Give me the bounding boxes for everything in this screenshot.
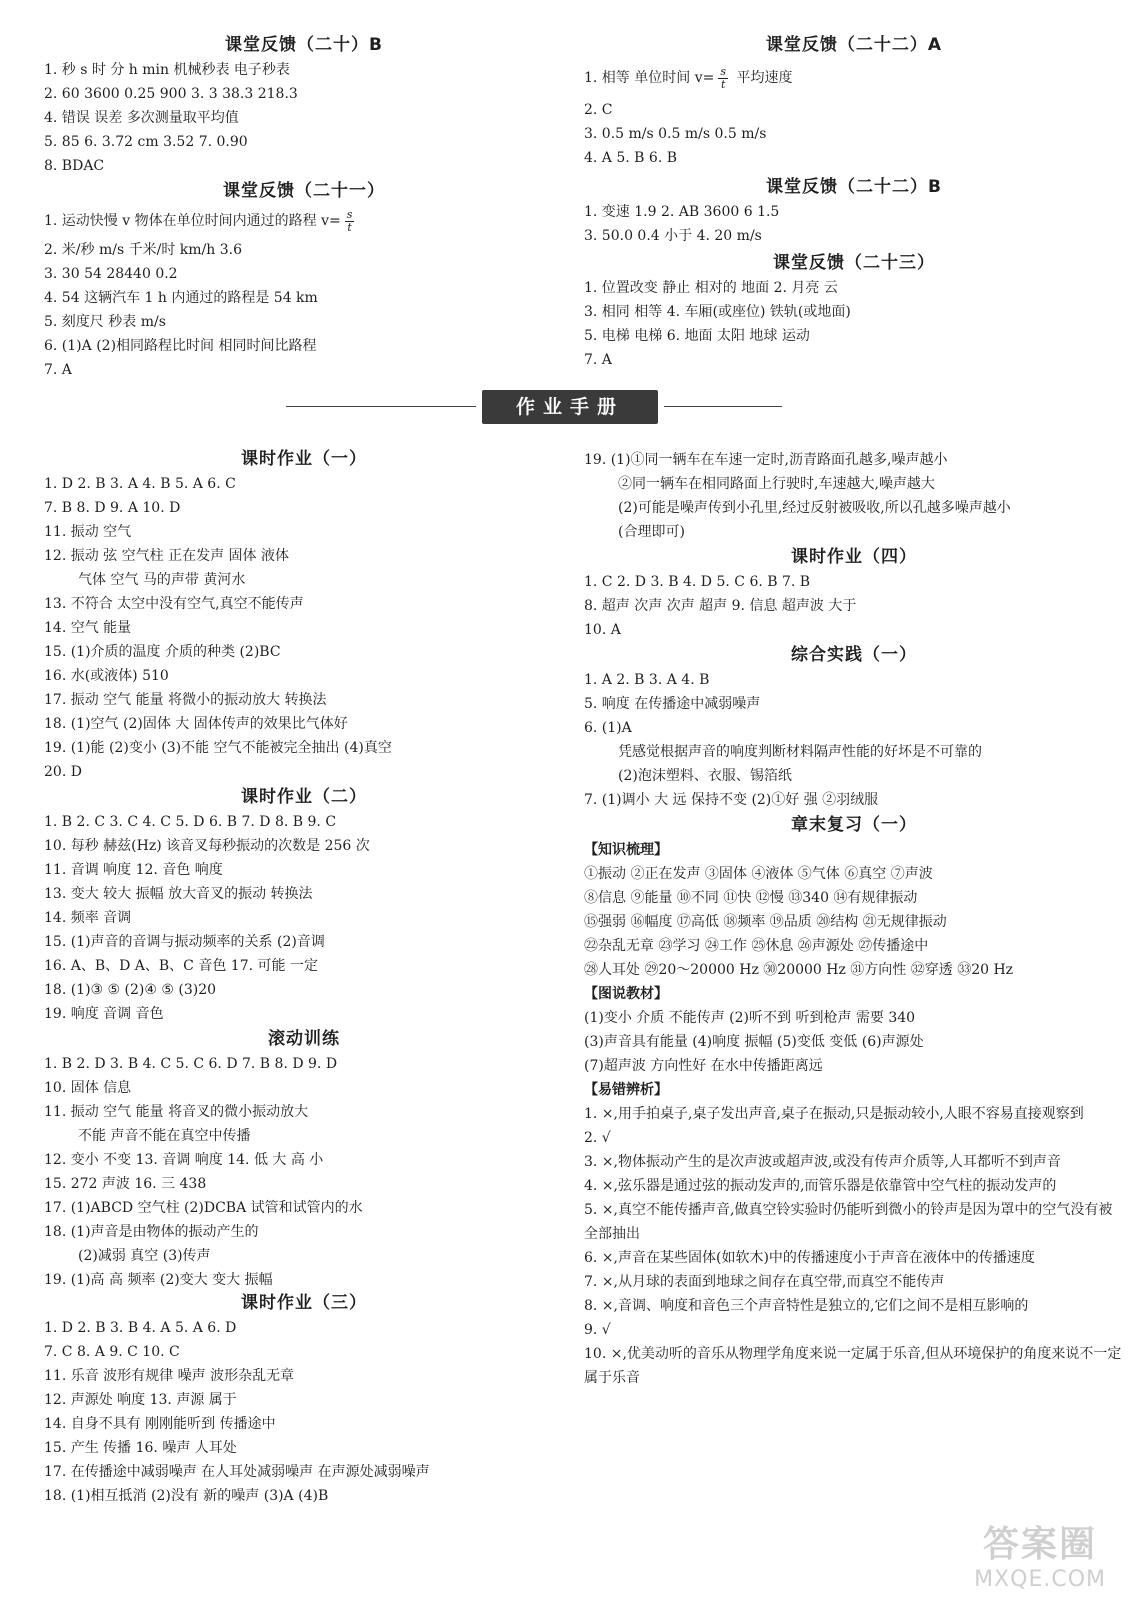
answer-line: 6. (1)A	[584, 720, 632, 736]
section-title: 综合实践（一）	[791, 645, 917, 665]
answer-line: 10. 固体 信息	[44, 1080, 132, 1096]
answer-line: 15. (1)介质的温度 介质的种类 (2)BC	[44, 644, 281, 660]
section-title: 章末复习（一）	[791, 815, 917, 835]
answer-line: 12. 变小 不变 13. 音调 响度 14. 低 大 高 小	[44, 1152, 324, 1168]
section-practice	[584, 642, 1124, 812]
answer-line: (合理即可)	[618, 524, 685, 540]
section-hw2	[44, 784, 564, 1026]
answer-line: 9. √	[584, 1322, 611, 1338]
section-hw3	[44, 1290, 564, 1508]
answer-line: (7)超声波 方向性好 在水中传播距离远	[584, 1058, 823, 1074]
answer-line: 5. ×,真空不能传播声音,做真空铃实验时仍能听到微小的铃声是因为罩中的空气没有被全部抽出	[584, 1202, 1113, 1242]
answer-line: ②同一辆车在相同路面上行驶时,车速越大,噪声越大	[618, 476, 935, 492]
answer-line: 2. √	[584, 1130, 611, 1146]
answer-line: 3. 0.5 m/s 0.5 m/s 0.5 m/s	[584, 126, 767, 142]
section-title: 课时作业（一）	[241, 449, 367, 469]
answer-line: 8. BDAC	[44, 158, 105, 174]
answer-line: 19. (1)①同一辆车在车速一定时,沥青路面孔越多,噪声越小	[584, 452, 948, 468]
answer-line: 20. D	[44, 764, 82, 780]
answer-line: 1. B 2. C 3. C 4. C 5. D 6. B 7. D 8. B 9. C	[44, 814, 337, 830]
answer-line: 不能 声音不能在真空中传播	[78, 1128, 251, 1144]
section-s20b	[44, 32, 564, 178]
answer-line: 7. C 8. A 9. C 10. C	[44, 1344, 180, 1360]
answer-line: ①振动 ②正在发声 ③固体 ④液体 ⑤气体 ⑥真空 ⑦声波	[584, 866, 933, 882]
answer-line: 17. 在传播途中减弱噪声 在人耳处减弱噪声 在声源处减弱噪声	[44, 1464, 430, 1480]
answer-line: ㉘人耳处 ㉙20～20000 Hz ㉚20000 Hz ㉛方向性 ㉜穿透 ㉝20 Hz	[584, 962, 1014, 978]
answer-line: 5. 刻度尺 秒表 m/s	[44, 314, 166, 330]
answer-line: 3. 50.0 0.4 小于 4. 20 m/s	[584, 228, 762, 244]
answer-line: 15. 272 声波 16. 三 438	[44, 1176, 207, 1192]
answer-line: 凭感觉根据声音的响度判断材料隔声性能的好坏是不可靠的	[618, 744, 982, 760]
watermark-url: MXQE.COM	[974, 1567, 1106, 1592]
answer-line: 18. (1)③ ⑤ (2)④ ⑤ (3)20	[44, 982, 217, 998]
answer-line: 17. (1)ABCD 空气柱 (2)DCBA 试管和试管内的水	[44, 1200, 363, 1216]
answer-line: 16. A、B、D A、B、C 音色 17. 可能 一定	[44, 958, 318, 974]
answer-line: 14. 空气 能量	[44, 620, 132, 636]
answer-line: 7. ×,从月球的表面到地球之间存在真空带,而真空不能传声	[584, 1274, 945, 1290]
answer-line: 14. 频率 音调	[44, 910, 132, 926]
answer-line: 1. D 2. B 3. A 4. B 5. A 6. C	[44, 476, 236, 492]
answer-line: 19. 响度 音调 音色	[44, 1006, 164, 1022]
answer-line: 11. 振动 空气 能量 将音叉的微小振动放大	[44, 1104, 309, 1120]
answer-line: 17. 振动 空气 能量 将微小的振动放大 转换法	[44, 692, 327, 708]
answer-line: 4. 54 这辆汽车 1 h 内通过的路程是 54 km	[44, 290, 318, 306]
answer-line: 1. 位置改变 静止 相对的 地面 2. 月亮 云	[584, 280, 838, 296]
answer-line: (1)变小 介质 不能传声 (2)听不到 听到枪声 需要 340	[584, 1010, 916, 1026]
section-title: 课时作业（二）	[241, 787, 367, 807]
answer-line: 1. 变速 1.9 2. AB 3600 6 1.5	[584, 204, 780, 220]
fraction-denominator: t	[347, 220, 352, 234]
answer-line: 3. ×,物体振动产生的是次声波或超声波,或没有传声介质等,人耳都听不到声音	[584, 1154, 1061, 1170]
answer-line: 3. 相同 相等 4. 车厢(或座位) 铁轨(或地面)	[584, 304, 851, 320]
fraction-numerator: s	[720, 64, 727, 78]
answer-line: 5. 85 6. 3.72 cm 3.52 7. 0.90	[44, 134, 248, 150]
answer-line: 1. C 2. D 3. B 4. D 5. C 6. B 7. B	[584, 574, 811, 590]
section-roll	[44, 1026, 564, 1292]
section-title: 课堂反馈（二十）B	[225, 35, 383, 55]
answer-line: 1. A 2. B 3. A 4. B	[584, 672, 710, 688]
answer-line: 2. C	[584, 102, 613, 118]
watermark-text: 答案圈	[983, 1524, 1098, 1565]
answer-line: 5. 响度 在传播途中减弱噪声	[584, 696, 761, 712]
answer-line: ⑧信息 ⑨能量 ⑩不同 ⑪快 ⑫慢 ⑬340 ⑭有规律振动	[584, 890, 918, 906]
answer-line: 10. A	[584, 622, 621, 638]
section-s21	[44, 178, 564, 382]
fraction-numerator: s	[346, 207, 353, 221]
subsection-tag: 【易错辨析】	[584, 1082, 668, 1098]
answer-line: 7. (1)调小 大 远 保持不变 (2)①好 强 ②羽绒服	[584, 792, 879, 808]
answer-line: 1. B 2. D 3. B 4. C 5. C 6. D 7. B 8. D 9. D	[44, 1056, 338, 1072]
answer-line: 气体 空气 马的声带 黄河水	[78, 572, 246, 588]
answer-line: 4. 错误 误差 多次测量取平均值	[44, 110, 239, 126]
answer-line: 1. ×,用手拍桌子,桌子发出声音,桌子在振动,只是振动较小,人眼不容易直接观察到	[584, 1106, 1084, 1122]
answer-line: 11. 振动 空气	[44, 524, 132, 540]
answer-line: (2)可能是噪声传到小孔里,经过反射被吸收,所以孔越多噪声越小	[618, 500, 1011, 516]
section-s22b	[584, 174, 1124, 248]
answer-line: 4. A 5. B 6. B	[584, 150, 678, 166]
answer-line: 1. D 2. B 3. B 4. A 5. A 6. D	[44, 1320, 237, 1336]
section-title: 课堂反馈（二十一）	[223, 181, 385, 201]
answer-line	[44, 204, 564, 238]
line-text: 1. 相等 单位时间 v=	[584, 70, 715, 86]
answer-line: 6. ×,声音在某些固体(如软木)中的传播速度小于声音在液体中的传播速度	[584, 1250, 1035, 1266]
answer-line: 3. 30 54 28440 0.2	[44, 266, 178, 282]
answer-line	[584, 58, 1124, 98]
answer-line: 11. 乐音 波形有规律 噪声 波形杂乱无章	[44, 1368, 295, 1384]
answer-line: 10. 每秒 赫兹(Hz) 该音叉每秒振动的次数是 256 次	[44, 838, 370, 854]
section-hw1	[44, 446, 564, 784]
fraction-denominator: t	[720, 77, 726, 91]
answer-line: 8. 超声 次声 次声 超声 9. 信息 超声波 大于	[584, 598, 857, 614]
answer-line: 18. (1)相互抵消 (2)没有 新的噪声 (3)A (4)B	[44, 1488, 329, 1504]
section-title: 课堂反馈（二十二）B	[766, 177, 942, 197]
answer-line: ⑮强弱 ⑯幅度 ⑰高低 ⑱频率 ⑲品质 ⑳结构 ㉑无规律振动	[584, 914, 947, 930]
answer-line: 18. (1)声音是由物体的振动产生的	[44, 1224, 259, 1240]
answer-line: 6. (1)A (2)相同路程比时间 相同时间比路程	[44, 338, 317, 354]
answer-line: 1. 秒 s 时 分 h min 机械秒表 电子秒表	[44, 62, 290, 78]
answer-line: ㉒杂乱无章 ㉓学习 ㉔工作 ㉕休息 ㉖声源处 ㉗传播途中	[584, 938, 929, 954]
section-s23	[584, 250, 1124, 372]
section-review	[584, 812, 1124, 1390]
answer-line: 7. A	[44, 362, 72, 378]
workbook-banner	[286, 388, 782, 428]
answer-line: 5. 电梯 电梯 6. 地面 太阳 地球 运动	[584, 328, 810, 344]
answer-line: 18. (1)空气 (2)固体 大 固体传声的效果比气体好	[44, 716, 348, 732]
formula-fraction	[718, 66, 728, 91]
answer-line: 13. 变大 较大 振幅 放大音叉的振动 转换法	[44, 886, 313, 902]
answer-line: 12. 声源处 响度 13. 声源 属于	[44, 1392, 237, 1408]
banner-divider-left	[286, 406, 476, 407]
answer-line: 11. 音调 响度 12. 音色 响度	[44, 862, 223, 878]
banner-divider-right	[664, 406, 782, 407]
subsection-tag: 【知识梳理】	[584, 842, 668, 858]
line-text: 平均速度	[736, 70, 793, 86]
answer-line: 15. (1)声音的音调与振动频率的关系 (2)音调	[44, 934, 325, 950]
section-hw3-q19	[584, 448, 1124, 544]
answer-line: (2)减弱 真空 (3)传声	[78, 1248, 211, 1264]
section-title: 课堂反馈（二十二）A	[765, 35, 943, 55]
answer-line: 2. 60 3600 0.25 900 3. 3 38.3 218.3	[44, 86, 298, 102]
answer-line: 7. B 8. D 9. A 10. D	[44, 500, 181, 516]
answer-line: 15. 产生 传播 16. 噪声 人耳处	[44, 1440, 237, 1456]
answer-line: 14. 自身不具有 刚刚能听到 传播途中	[44, 1416, 276, 1432]
answer-line: 13. 不符合 太空中没有空气,真空不能传声	[44, 596, 304, 612]
answer-line: 4. ×,弦乐器是通过弦的振动发声的,而管乐器是依靠管中空气柱的振动发声的	[584, 1178, 1057, 1194]
answer-line: 16. 水(或液体) 510	[44, 668, 169, 684]
answer-line: 12. 振动 弦 空气柱 正在发声 固体 液体	[44, 548, 289, 564]
answer-line: 19. (1)能 (2)变小 (3)不能 空气不能被完全抽出 (4)真空	[44, 740, 392, 756]
section-title: 课堂反馈（二十三）	[773, 253, 935, 273]
answer-line: 10. ×,优美动听的音乐从物理学角度来说一定属于乐音,但从环境保护的角度来说不一定属于乐音	[584, 1346, 1122, 1386]
answer-line: 7. A	[584, 352, 612, 368]
subsection-tag: 【图说教材】	[584, 986, 668, 1002]
line-text: 1. 运动快慢 v 物体在单位时间内通过的路程 v=	[44, 213, 341, 229]
answer-line: 8. ×,音调、响度和音色三个声音特性是独立的,它们之间不是相互影响的	[584, 1298, 1029, 1314]
banner-title: 作业手册	[482, 390, 658, 424]
section-hw4	[584, 544, 1124, 642]
section-title: 课时作业（三）	[241, 1293, 367, 1313]
answer-line: (3)声音具有能量 (4)响度 振幅 (5)变低 变低 (6)声源处	[584, 1034, 924, 1050]
answer-line: (2)泡沫塑料、衣服、锡箔纸	[618, 768, 792, 784]
section-title: 课时作业（四）	[791, 547, 917, 567]
watermark	[974, 1516, 1106, 1592]
answer-line: 2. 米/秒 m/s 千米/时 km/h 3.6	[44, 242, 242, 258]
formula-fraction	[345, 209, 355, 234]
section-s22a	[584, 32, 1124, 170]
answer-line: 19. (1)高 高 频率 (2)变大 变大 振幅	[44, 1272, 273, 1288]
section-title: 滚动训练	[268, 1029, 340, 1049]
